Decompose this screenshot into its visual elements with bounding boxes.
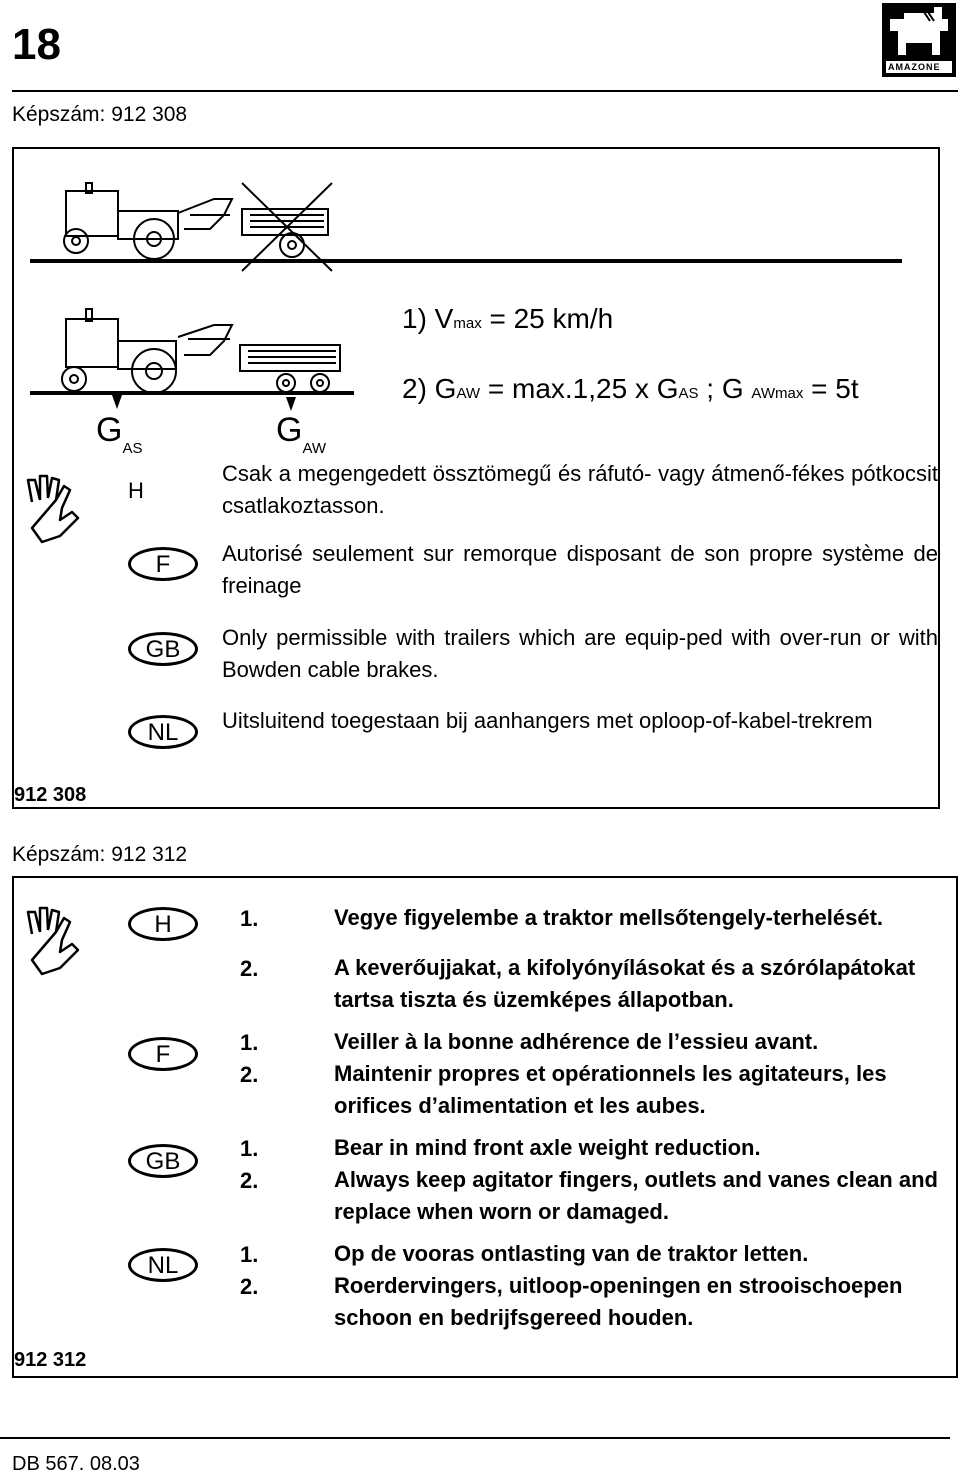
gaw-sub: AW xyxy=(302,440,327,457)
instruction-item: Op de vooras ontlasting van de traktor letten. xyxy=(334,1241,809,1266)
formula-vmax-sub: max xyxy=(453,315,482,332)
hand-warning-icon xyxy=(20,472,90,552)
item-number: 1. xyxy=(240,1136,259,1161)
page-number: 18 xyxy=(12,20,61,69)
warning-text-h: Csak a megengedett össztömegű és ráfutó- vagy átmenő-fékes pótkocsit csatlakoztasson. xyxy=(222,461,938,518)
lang-code-h: H xyxy=(128,478,144,503)
instruction-item: Veiller à la bonne adhérence de l’essieu avant. xyxy=(334,1029,819,1054)
figure-ref-1: 912 308 xyxy=(14,784,87,806)
instruction-item: Vegye figyelembe a traktor mellsőtengely-terhelését. xyxy=(334,905,884,930)
instruction-item: A keverőujjakat, a kifolyónyílásokat és a szórólapátokat tartsa tiszta és üzemképes állapotban. xyxy=(334,955,916,1012)
figure-ref-2: 912 312 xyxy=(14,1349,87,1371)
lang-badge-nl: NL xyxy=(128,715,198,749)
item-number: 2. xyxy=(240,1062,259,1087)
item-number: 2. xyxy=(240,956,259,981)
warning-text-nl: Uitsluitend toegestaan bij aanhangers met oploop-of-kabel-trekrem xyxy=(222,708,873,733)
header-divider xyxy=(12,90,958,92)
figure-caption-2: Képszám: 912 312 xyxy=(12,843,188,866)
figure-caption-1: Képszám: 912 308 xyxy=(12,103,188,126)
warning-text-gb: Only permissible with trailers which are equip-ped with over-run or with Bowden cable brakes. xyxy=(222,625,938,682)
formula-gaw-d: = 5t xyxy=(803,373,859,404)
amazone-logo xyxy=(882,3,956,77)
formula-gaw-a-sub: AW xyxy=(456,385,481,402)
logo-wordmark: AMAZONE xyxy=(888,62,941,72)
item-number: 2. xyxy=(240,1274,259,1299)
instruction-item: Roerdervingers, uitloop-openingen en strooischoepen schoon en bedrijfsgereed houden. xyxy=(334,1273,903,1330)
formula-gaw-a: 2) G xyxy=(402,373,457,404)
item-number: 1. xyxy=(240,1242,259,1267)
gas-label xyxy=(96,411,143,457)
item-number: 1. xyxy=(240,906,259,931)
formula-vmax-prefix: 1) V xyxy=(402,303,454,334)
formula-gaw-c: ; G xyxy=(698,373,752,404)
gas-letter: G xyxy=(96,411,123,449)
lang-badge-nl: NL xyxy=(128,1248,198,1282)
formula-vmax-value: = 25 km/h xyxy=(481,303,614,334)
lang-badge-h: H xyxy=(128,907,198,941)
lang-badge-gb: GB xyxy=(128,1144,198,1178)
instruction-item: Bear in mind front axle weight reduction. xyxy=(334,1135,761,1160)
gas-sub: AS xyxy=(122,440,143,457)
formula-gaw-c-sub: AWmax xyxy=(751,385,804,402)
doc-code: DB 567. 08.03 xyxy=(12,1453,140,1475)
footer-divider xyxy=(0,1437,950,1439)
formula-gaw xyxy=(402,373,859,405)
formula-vmax xyxy=(402,303,613,335)
item-number: 2. xyxy=(240,1168,259,1193)
item-number: 1. xyxy=(240,1030,259,1055)
instruction-item: Always keep agitator fingers, outlets and vanes clean and replace when worn or damaged. xyxy=(334,1167,938,1224)
formula-gaw-b: = max.1,25 x G xyxy=(480,373,679,404)
instruction-item: Maintenir propres et opérationnels les agitateurs, les orifices d’alimentation et les aubes. xyxy=(334,1061,887,1118)
gaw-letter: G xyxy=(276,411,303,449)
lang-badge-f: F xyxy=(128,1037,198,1071)
hand-warning-icon xyxy=(20,904,90,984)
lang-badge-gb: GB xyxy=(128,632,198,666)
lang-badge-f: F xyxy=(128,547,198,581)
gaw-label xyxy=(276,411,327,457)
warning-text-f: Autorisé seulement sur remorque disposant de son propre système de freinage xyxy=(222,541,938,598)
formula-gaw-b-sub: AS xyxy=(678,385,699,402)
